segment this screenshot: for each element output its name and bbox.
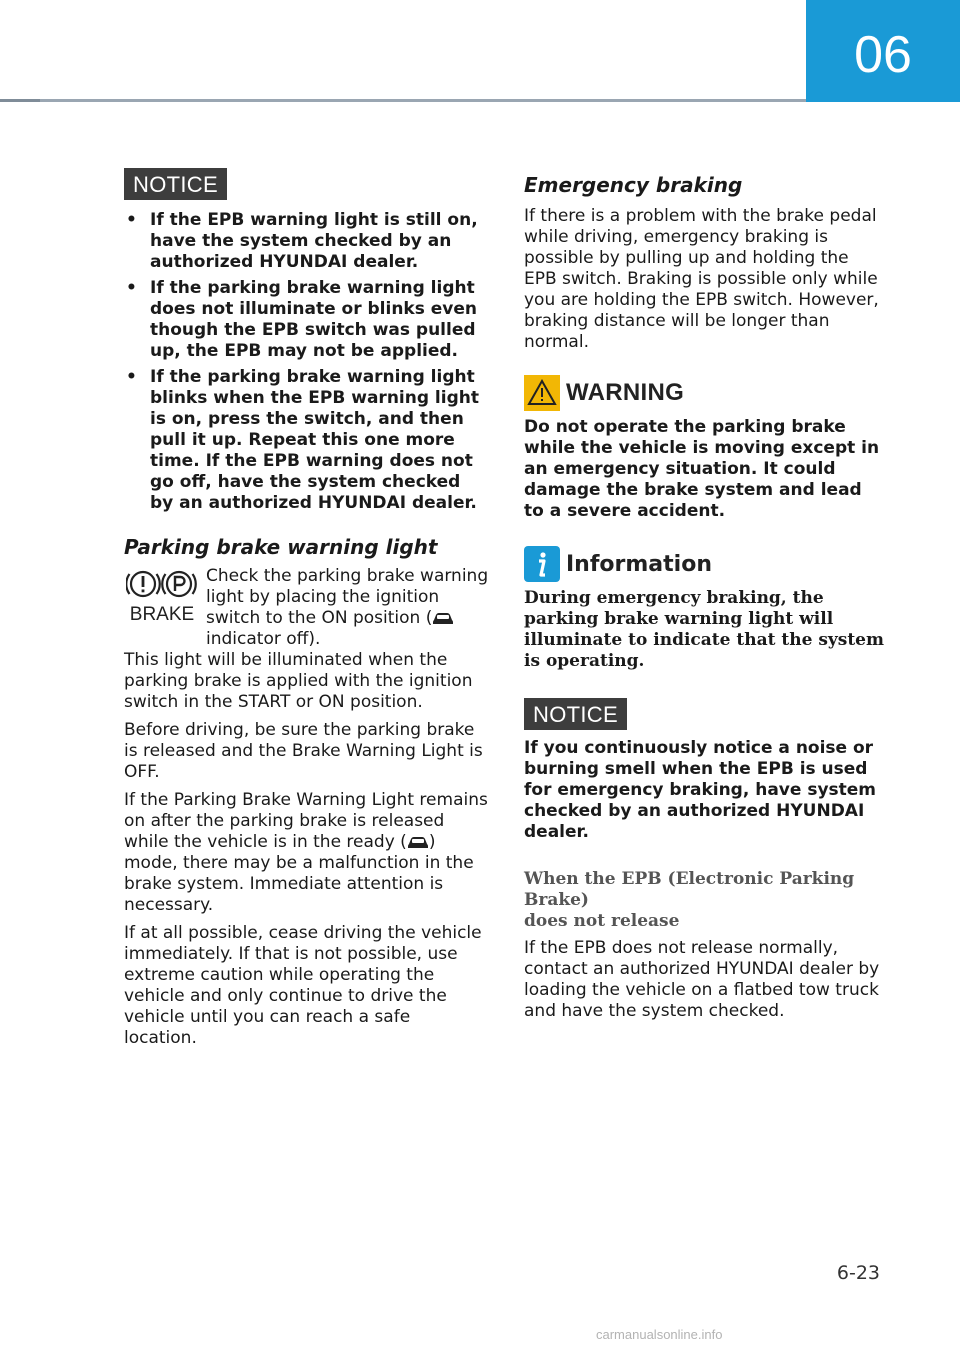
page-number: 6-23 [836, 1262, 880, 1284]
chapter-tab: 06 [806, 0, 960, 102]
brake-intro [206, 566, 490, 650]
information-header [524, 546, 886, 582]
emergency-heading: Emergency braking [524, 173, 743, 197]
release-heading [524, 869, 886, 932]
brake-paragraph: Before driving, be sure the parking brake is released and the Brake Warning Light is OFF. [124, 720, 483, 782]
notice-list [124, 210, 488, 514]
information-icon [524, 546, 560, 582]
notice-label: NOTICE [524, 698, 627, 730]
vehicle-ready-icon [407, 836, 429, 850]
warning-text: Do not operate the parking brake while the vehicle is moving except in an emergency situation. It could damage the brake system and lead to a severe accident. [524, 417, 880, 521]
information-label: Information [566, 551, 712, 577]
notice-item: • If the parking brake warning light blinks when the EPB warning light is on, press the switch, and then pull it up. Repeat this one more time. If the EPB warning does not go off, have the system checked by an authorized HYUNDAI dealer. [124, 367, 488, 514]
brake-malfunction [124, 790, 488, 916]
header-rule-accent [0, 99, 40, 102]
notice-item: • If the EPB warning light is still on, have the system checked by an authorized HYUNDAI dealer. [124, 210, 488, 273]
left-column [124, 168, 488, 1056]
right-column [524, 168, 886, 1029]
information-text: During emergency braking, the parking brake warning light will illuminate to indicate that the system is operating. [524, 588, 884, 671]
release-heading-line: When the EPB (Electronic Parking Brake) [524, 869, 855, 910]
release-text: If the EPB does not release normally, contact an authorized HYUNDAI dealer by loading the vehicle on a flatbed tow truck and have the system checked. [524, 938, 880, 1021]
header-rule [0, 99, 806, 102]
emergency-text: If there is a problem with the brake pedal while driving, emergency braking is possible by pulling up and holding the EPB switch. Braking is possible only while you are holding the EPB switch. However, braking distance will be longer than normal. [524, 206, 879, 352]
release-heading-line: does not release [524, 911, 680, 931]
right-notice [524, 698, 886, 730]
brake-intro-text-end: indicator off). [206, 629, 321, 649]
right-notice-text: If you continuously notice a noise or burning smell when the EPB is used for emergency braking, have system checked by an authorized HYUNDAI dealer. [524, 738, 877, 842]
vehicle-ready-icon [432, 612, 454, 626]
warning-icon [524, 375, 560, 411]
brake-icon-label: BRAKE [129, 604, 195, 624]
notice-label: NOTICE [124, 168, 227, 200]
brake-warning-icons [126, 568, 198, 624]
parking-brake-heading: Parking brake warning light [124, 535, 438, 559]
brake-intro-text: Check the parking brake warning light by placing the ignition switch to the ON position ( [206, 566, 489, 628]
malfunction-text: If the Parking Brake Warning Light remains on after the parking brake is released while the vehicle is in the ready ( [124, 790, 488, 852]
brake-warning-icon [126, 568, 198, 624]
watermark: carmanualsonline.info [596, 1327, 723, 1342]
brake-warning-block [124, 566, 488, 650]
brake-final: If at all possible, cease driving the vehicle immediately. If that is not possible, use extreme caution while operating the vehicle and only continue to drive the vehicle until you can reach a safe location. [124, 923, 482, 1048]
warning-label: WARNING [566, 379, 685, 406]
brake-paragraph: This light will be illuminated when the parking brake is applied with the ignition switch in the START or ON position. [124, 650, 473, 712]
notice-item: • If the parking brake warning light does not illuminate or blinks even though the EPB switch was pulled up, the EPB may not be applied. [124, 278, 488, 362]
warning-header [524, 375, 886, 411]
malfunction-text-end: ) mode, there may be a malfunction in the brake system. Immediate attention is necessary. [124, 832, 474, 915]
